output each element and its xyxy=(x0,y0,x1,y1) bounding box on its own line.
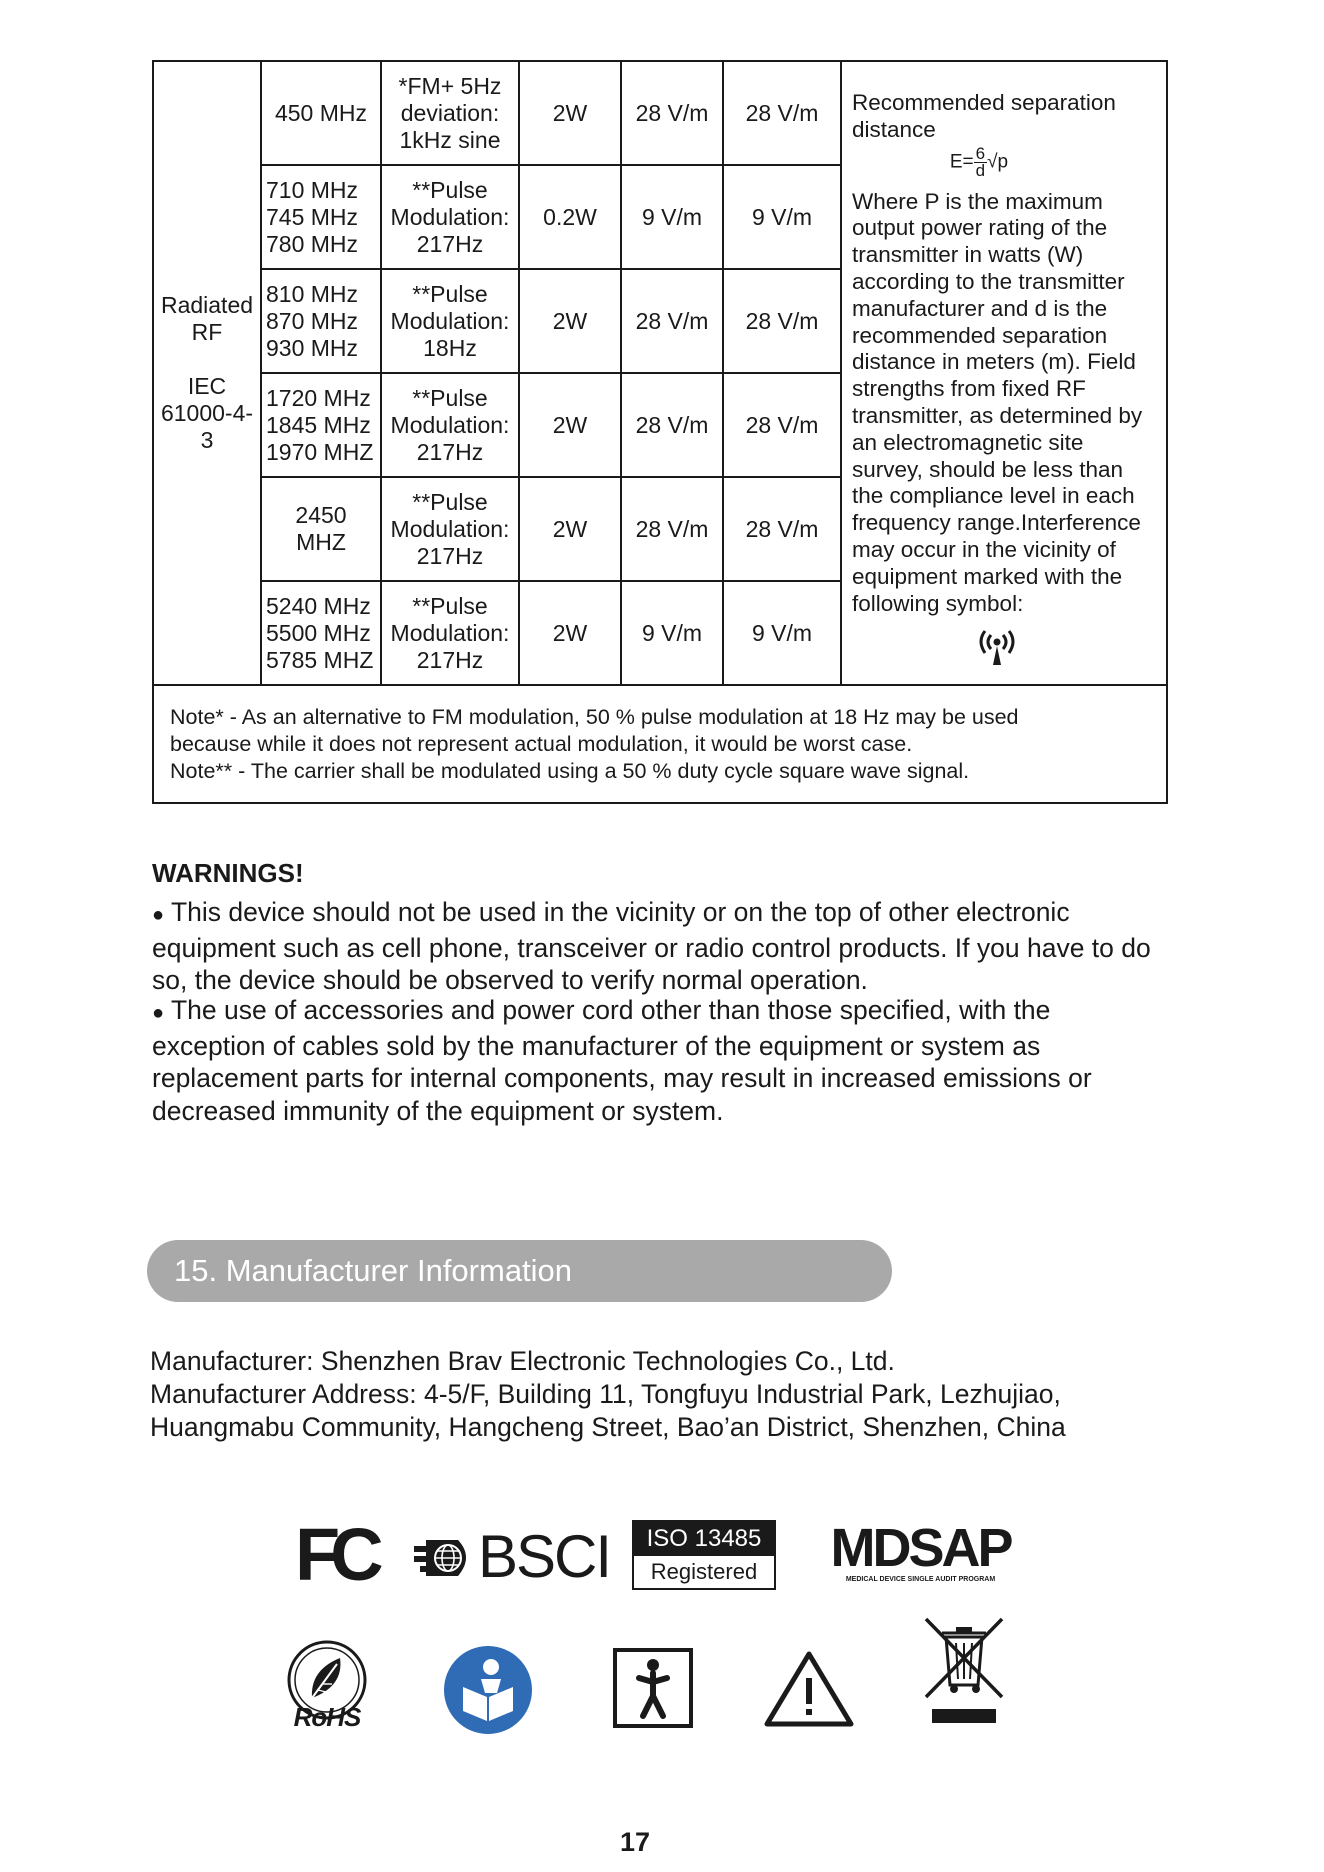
bullet-icon: ● xyxy=(152,904,165,926)
modulation-cell: **Pulse Modulation: 217Hz xyxy=(381,165,519,269)
separation-distance-cell xyxy=(841,61,1167,685)
separation-body: Where P is the maximum output power rating of the transmitter in watts (W) according to the transmitter manufacturer and d is the recommended separation distance in meters (m). Field strengths from fixed RF transmitter, as determined by an electromagnetic site survey, should be less than the compliance level in each frequency range.Interference may occur in the vicinity of equipment marked with the following symbol: xyxy=(852,188,1143,616)
mdsap-logo: MDSAP MEDICAL DEVICE SINGLE AUDIT PROGRAM xyxy=(830,1518,1011,1583)
frequency-cell: 1720 MHz 1845 MHz 1970 MHZ xyxy=(261,373,381,477)
compliance-level-cell: 28 V/m xyxy=(723,373,841,477)
warning-item: ● This device should not be used in the vicinity or on the top of other electronic equipment such as cell phone, transceiver or radio control products. If you have to do so, the device should be observed to verify normal operation. xyxy=(152,897,1151,995)
test-type-label: Radiated RF IEC 61000-4- 3 xyxy=(160,292,254,453)
section-header-manufacturer-information: 15. Manufacturer Information xyxy=(147,1240,892,1302)
compliance-level-cell: 28 V/m xyxy=(723,61,841,165)
table-notes: Note* - As an alternative to FM modulation, 50 % pulse modulation at 18 Hz may be used because while it does not represent actual modulation, it would be worst case. Note** - The carrier shall be modulated using a 50 % duty cycle square wave signal. xyxy=(153,685,1167,803)
test-type-cell xyxy=(153,61,261,685)
compliance-level-cell: 9 V/m xyxy=(723,165,841,269)
modulation-cell: **Pulse Modulation: 217Hz xyxy=(381,477,519,581)
rohs-logo-icon: RoHS xyxy=(282,1640,372,1736)
frequency-cell: 450 MHz xyxy=(261,61,381,165)
radiated-rf-immunity-table xyxy=(152,60,1168,804)
page-number: 17 xyxy=(620,1827,651,1857)
test-level-cell: 9 V/m xyxy=(621,165,723,269)
weee-crossed-bin-icon xyxy=(922,1615,1006,1732)
warnings-title: WARNINGS! xyxy=(152,858,304,888)
modulation-cell: *FM+ 5Hz deviation: 1kHz sine xyxy=(381,61,519,165)
power-cell: 2W xyxy=(519,477,621,581)
compliance-level-cell: 28 V/m xyxy=(723,269,841,373)
manufacturer-address-line-2: Huangmabu Community, Hangcheng Street, Bao’an District, Shenzhen, China xyxy=(150,1412,1066,1442)
warning-item: ● The use of accessories and power cord other than those specified, with the exception of cables sold by the manufacturer of the equipment or system as replacement parts for internal components, may result in increased emissions or decreased immunity of the equipment or system. xyxy=(152,995,1092,1126)
bullet-icon: ● xyxy=(152,1002,165,1024)
test-level-cell: 28 V/m xyxy=(621,61,723,165)
iso-13485-registered-badge: ISO 13485 Registered xyxy=(632,1520,776,1590)
test-level-cell: 28 V/m xyxy=(621,269,723,373)
separation-formula: E= $\frac{6}{d}$ √p xyxy=(949,143,1009,180)
manufacturer-address-line-1: Manufacturer Address: 4-5/F, Building 11, Tongfuyu Industrial Park, Lezhujiao, xyxy=(150,1379,1061,1409)
modulation-cell: **Pulse Modulation: 217Hz xyxy=(381,581,519,685)
separation-heading: Recommended separation distance xyxy=(852,90,1116,142)
type-bf-applied-part-icon xyxy=(613,1648,693,1733)
bsci-globe-icon xyxy=(414,1532,476,1582)
power-cell: 2W xyxy=(519,61,621,165)
warning-triangle-icon xyxy=(763,1650,855,1733)
power-cell: 2W xyxy=(519,373,621,477)
compliance-level-cell: 28 V/m xyxy=(723,477,841,581)
power-cell: 2W xyxy=(519,581,621,685)
frequency-cell: 710 MHz 745 MHz 780 MHz xyxy=(261,165,381,269)
test-level-cell: 28 V/m xyxy=(621,373,723,477)
test-level-cell: 9 V/m xyxy=(621,581,723,685)
fcc-logo-icon: FC xyxy=(295,1513,374,1596)
non-ionizing-radiation-icon xyxy=(852,623,1166,674)
modulation-cell: **Pulse Modulation: 18Hz xyxy=(381,269,519,373)
frequency-cell: 5240 MHz 5500 MHz 5785 MHZ xyxy=(261,581,381,685)
compliance-level-cell: 9 V/m xyxy=(723,581,841,685)
read-instructions-icon xyxy=(443,1645,533,1740)
manufacturer-name: Manufacturer: Shenzhen Brav Electronic Technologies Co., Ltd. xyxy=(150,1346,895,1376)
frequency-cell: 2450 MHZ xyxy=(261,477,381,581)
power-cell: 2W xyxy=(519,269,621,373)
modulation-cell: **Pulse Modulation: 217Hz xyxy=(381,373,519,477)
bsci-logo: BSCI xyxy=(414,1524,594,1590)
test-level-cell: 28 V/m xyxy=(621,477,723,581)
frequency-cell: 810 MHz 870 MHz 930 MHz xyxy=(261,269,381,373)
power-cell: 0.2W xyxy=(519,165,621,269)
